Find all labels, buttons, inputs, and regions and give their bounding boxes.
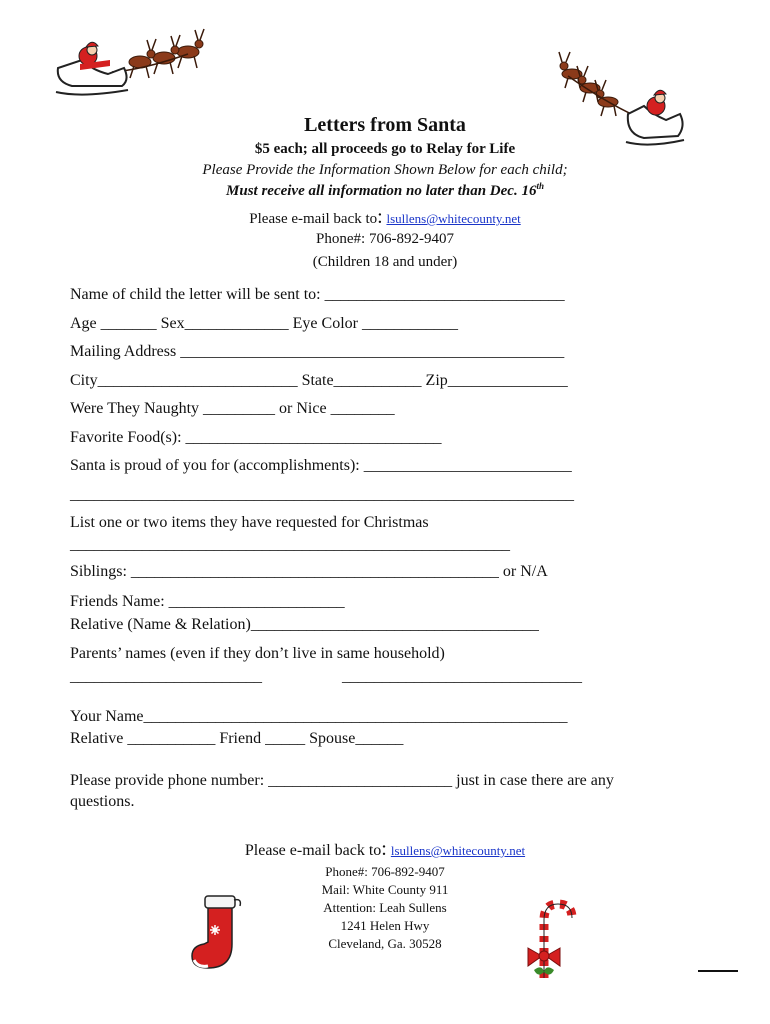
christmas-list-line: _______________________________________________________: [70, 536, 510, 553]
footer-mail: Mail: White County 911: [321, 882, 449, 897]
favorite-food-field: Favorite Food(s): ________________________________: [70, 429, 442, 446]
email-link[interactable]: lsullens@whitecounty.net: [386, 211, 521, 226]
siblings-field: Siblings: ______________________________________________ or N/A: [70, 563, 548, 580]
parents-line-right: ______________________________: [342, 668, 582, 685]
age-note: (Children 18 and under): [312, 254, 458, 270]
mailing-address-field: Mailing Address ________________________________________________: [70, 343, 565, 360]
instructions: Please Provide the Information Shown Below for each child;: [202, 162, 568, 178]
deadline: [0, 181, 770, 200]
phone-number: Phone#: 706-892-9407: [316, 231, 454, 247]
stocking-icon: [188, 894, 244, 974]
parents-line-left: ________________________: [70, 668, 262, 685]
page-title: Letters from Santa: [304, 114, 466, 136]
your-name-field: Your Name_____________________________________________________: [70, 708, 568, 725]
footer-email-link[interactable]: lsullens@whitecounty.net: [390, 843, 526, 858]
footer-email-row: [0, 838, 770, 861]
proud-of-field: Santa is proud of you for (accomplishments): __________________________: [70, 457, 572, 474]
candy-cane-icon: [518, 898, 578, 982]
phone-request-field: Please provide phone number: _______________________ just in case there are any: [70, 772, 614, 789]
footer-email-colon: :: [381, 838, 387, 860]
relative-friend-spouse-field: Relative ___________ Friend _____ Spouse______: [70, 730, 404, 747]
santa-sleigh-icon: [52, 20, 212, 100]
footer-phone: Phone#: 706-892-9407: [325, 864, 445, 879]
page-rule: [698, 970, 738, 972]
child-name-field: Name of child the letter will be sent to: ______________________________: [70, 286, 565, 303]
price-line: $5 each; all proceeds go to Relay for Life: [254, 141, 516, 157]
proud-of-continued: _______________________________________________________________: [70, 486, 574, 503]
email-row: [0, 206, 770, 229]
footer-city: Cleveland, Ga. 30528: [328, 936, 442, 951]
footer-attention: Attention: Leah Sullens: [323, 900, 447, 915]
deadline-suffix: th: [536, 181, 544, 191]
age-sex-eye-field: Age _______ Sex_____________ Eye Color ____________: [70, 315, 458, 332]
parents-label: Parents’ names (even if they don’t live in same household): [70, 645, 445, 662]
friends-field: Friends Name: ______________________: [70, 593, 345, 610]
footer-street: 1241 Helen Hwy: [340, 918, 430, 933]
city-state-zip-field: City_________________________ State___________ Zip_______________: [70, 372, 568, 389]
naughty-nice-field: Were They Naughty _________ or Nice ________: [70, 400, 395, 417]
christmas-list-label: List one or two items they have requested for Christmas: [70, 514, 429, 531]
phone-request-continued: questions.: [70, 793, 135, 810]
relative-name-field: Relative (Name & Relation)____________________________________: [70, 616, 539, 633]
deadline-text: Must receive all information no later than Dec. 16: [226, 183, 537, 199]
footer-email-prompt: Please e-mail back to: [244, 842, 382, 859]
email-prompt: Please e-mail back to: [249, 211, 378, 227]
email-colon: :: [377, 206, 383, 228]
